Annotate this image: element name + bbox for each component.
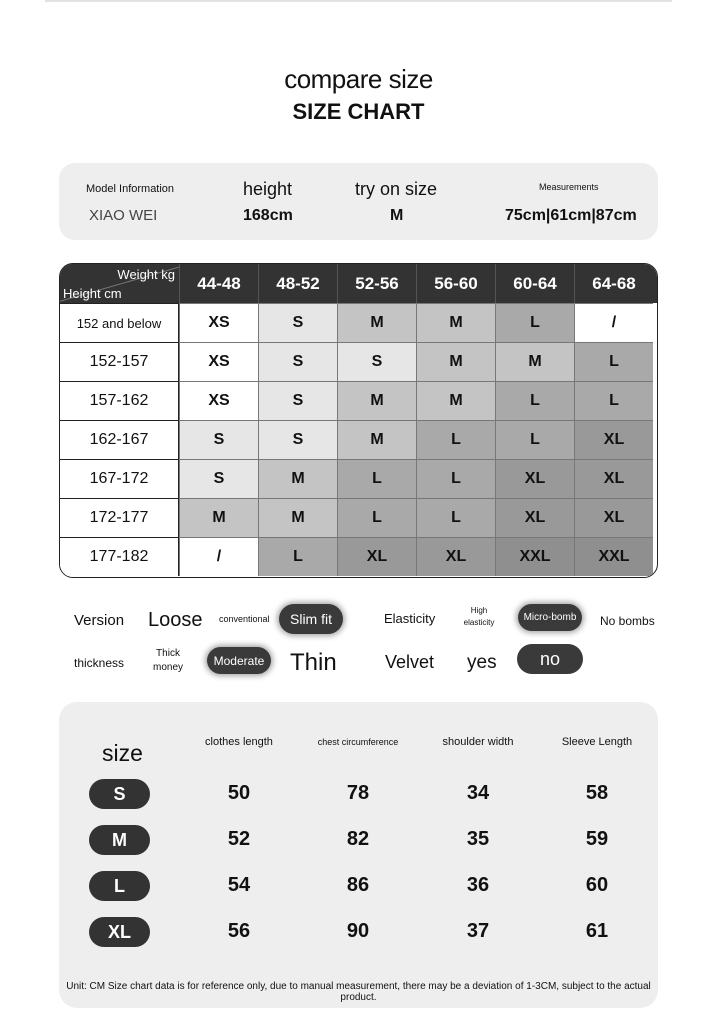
size-cell: L <box>416 420 495 459</box>
try-on-size-value: M <box>390 207 404 224</box>
size-cell: S <box>258 303 337 342</box>
height-range-label: 177-182 <box>60 537 179 576</box>
height-range-label: 172-177 <box>60 498 179 537</box>
top-divider <box>45 0 672 2</box>
measure-value: 52 <box>227 828 251 850</box>
elasticity-label: Elasticity <box>384 611 436 626</box>
height-range-label: 167-172 <box>60 459 179 498</box>
size-cell: XL <box>574 420 653 459</box>
size-cell: XL <box>574 498 653 537</box>
page-title: compare size <box>284 64 433 94</box>
measure-value: 86 <box>346 874 370 896</box>
measure-value: 58 <box>585 782 609 804</box>
size-cell: S <box>258 420 337 459</box>
velvet-label: Velvet <box>385 652 435 672</box>
measurements-label: Measurements <box>539 182 599 192</box>
size-cell: M <box>495 342 574 381</box>
size-cell: M <box>337 420 416 459</box>
height-range-label: 152-157 <box>60 342 179 381</box>
column-header-sleeve: Sleeve Length <box>561 736 633 748</box>
measurement-card <box>59 702 658 1008</box>
version-label: Version <box>74 612 125 629</box>
thickness-selected-pill: Moderate <box>207 647 271 674</box>
column-header-shoulder: shoulder width <box>442 736 514 748</box>
size-pill: S <box>89 779 150 809</box>
column-header-chest: chest circumference <box>317 737 399 747</box>
measure-value: 61 <box>585 920 609 942</box>
height-label: height <box>243 179 293 199</box>
size-pill: L <box>89 871 150 901</box>
model-name: XIAO WEI <box>89 207 158 224</box>
size-cell: M <box>416 342 495 381</box>
size-pill: XL <box>89 917 150 947</box>
model-info-label: Model Information <box>86 183 175 195</box>
measure-value: 36 <box>466 874 490 896</box>
size-cell: S <box>179 459 258 498</box>
measure-value: 35 <box>466 828 490 850</box>
elasticity-option-high: High elasticity <box>463 606 495 627</box>
size-cell: S <box>258 381 337 420</box>
size-cell: L <box>416 459 495 498</box>
version-option-conventional: conventional <box>219 614 270 624</box>
size-cell: M <box>416 381 495 420</box>
size-cell: L <box>337 498 416 537</box>
measure-value: 90 <box>346 920 370 942</box>
weight-range-header: 44-48 <box>179 264 258 303</box>
measure-value: 59 <box>585 828 609 850</box>
measure-value: 54 <box>227 874 251 896</box>
weight-range-header: 60-64 <box>495 264 574 303</box>
size-cell: L <box>574 342 653 381</box>
velvet-selected-pill: no <box>517 644 583 674</box>
height-range-label: 152 and below <box>60 303 179 342</box>
height-axis-label: Height cm <box>63 286 122 301</box>
size-cell: XL <box>495 498 574 537</box>
size-cell: L <box>495 381 574 420</box>
size-cell: M <box>416 303 495 342</box>
measure-value: 34 <box>466 782 490 804</box>
weight-range-header: 56-60 <box>416 264 495 303</box>
height-value: 168cm <box>243 207 293 224</box>
try-on-size-label: try on size <box>355 179 438 199</box>
size-cell: L <box>495 303 574 342</box>
footnote: Unit: CM Size chart data is for reference only, due to manual measurement, there may be a deviation of 1-3CM, subject to the actual product. <box>66 981 651 1003</box>
size-cell: L <box>574 381 653 420</box>
thickness-label: thickness <box>74 656 125 670</box>
size-cell: M <box>337 381 416 420</box>
size-cell: XL <box>416 537 495 576</box>
size-cell: L <box>337 459 416 498</box>
size-cell: XXL <box>495 537 574 576</box>
size-cell: XL <box>337 537 416 576</box>
page-subtitle: SIZE CHART <box>292 99 425 124</box>
measure-value: 56 <box>227 920 251 942</box>
velvet-option-yes: yes <box>467 652 497 673</box>
size-cell: S <box>258 342 337 381</box>
size-table <box>59 263 658 578</box>
weight-range-header: 64-68 <box>574 264 653 303</box>
size-cell: M <box>258 459 337 498</box>
measure-value: 37 <box>466 920 490 942</box>
height-range-label: 162-167 <box>60 420 179 459</box>
size-cell: M <box>179 498 258 537</box>
thickness-option-thick: Thick money <box>152 648 183 673</box>
size-cell: S <box>179 420 258 459</box>
elasticity-option-no-bombs: No bombs <box>600 614 655 628</box>
height-range-label: 157-162 <box>60 381 179 420</box>
size-cell: / <box>179 537 258 576</box>
version-selected-pill: Slim fit <box>279 604 343 634</box>
size-cell: XL <box>574 459 653 498</box>
size-cell: S <box>337 342 416 381</box>
thickness-option-thin: Thin <box>290 649 337 676</box>
size-cell: XS <box>179 303 258 342</box>
size-cell: M <box>337 303 416 342</box>
size-cell: / <box>574 303 653 342</box>
measure-value: 60 <box>585 874 609 896</box>
size-cell: XS <box>179 342 258 381</box>
size-cell: XXL <box>574 537 653 576</box>
size-cell: XL <box>495 459 574 498</box>
size-pill: M <box>89 825 150 855</box>
size-column-header: size <box>102 740 143 766</box>
size-cell: M <box>258 498 337 537</box>
measure-value: 82 <box>346 828 370 850</box>
column-header-clothes-length: clothes length <box>205 736 273 748</box>
measure-value: 50 <box>227 782 251 804</box>
measurements-value: 75cm|61cm|87cm <box>505 207 637 224</box>
model-info-card <box>59 163 658 240</box>
size-cell: L <box>258 537 337 576</box>
weight-range-header: 48-52 <box>258 264 337 303</box>
version-option-loose: Loose <box>148 609 203 631</box>
size-cell: L <box>416 498 495 537</box>
weight-range-header: 52-56 <box>337 264 416 303</box>
size-cell: XS <box>179 381 258 420</box>
elasticity-selected-pill: Micro-bomb <box>518 604 582 631</box>
size-cell: L <box>495 420 574 459</box>
weight-axis-label: Weight kg <box>117 267 175 282</box>
size-table-corner <box>60 264 179 303</box>
measure-value: 78 <box>346 782 370 804</box>
